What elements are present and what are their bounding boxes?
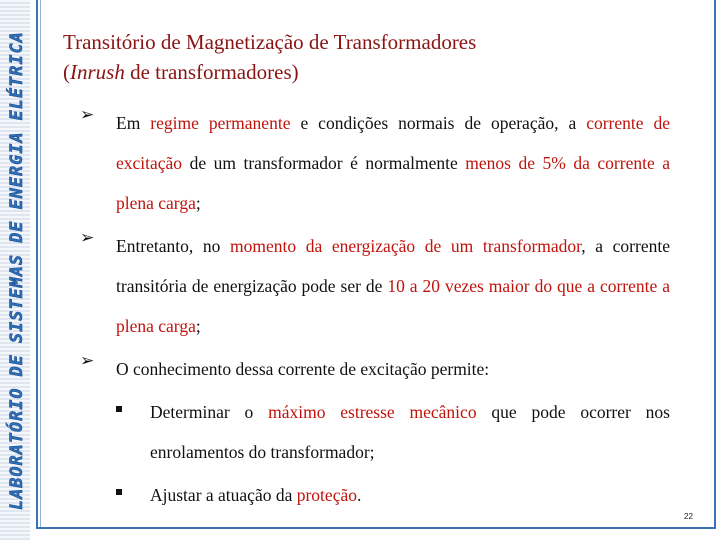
square-bullet-icon (116, 489, 122, 495)
sub-bullet-text (150, 392, 670, 472)
side-banner-text: LABORATÓRIO DE SISTEMAS DE ENERGIA ELÉTRICA (6, 30, 26, 510)
arrow-bullet-icon: ➢ (80, 105, 95, 125)
text-segment: Em (116, 113, 151, 133)
text-segment: , a corrente transitória de energização pode ser de (116, 236, 670, 296)
highlight-segment: proteção (296, 485, 357, 505)
highlight-segment: máximo estresse mecânico (268, 402, 477, 422)
square-bullet-icon (116, 406, 122, 412)
bullet-item (80, 349, 670, 389)
title-italic: Inrush (70, 60, 125, 84)
sub-bullet-item (80, 475, 670, 515)
text-segment: ; (195, 316, 201, 336)
sub-bullet-item (80, 392, 670, 472)
bullet-text: O conhecimento dessa corrente de excitação permite: (116, 359, 490, 379)
highlight-segment: corrente de excitação (116, 113, 670, 173)
title-line-1: Transitório de Magnetização de Transformadores (63, 30, 477, 54)
side-banner-text-wrap (3, 0, 29, 540)
text-segment: . (356, 485, 362, 505)
bullet-text (116, 103, 670, 223)
slide-title (63, 27, 683, 87)
title-line-2 (63, 57, 683, 87)
text-segment: Determinar o (150, 402, 269, 422)
text-segment: Entretanto, no (116, 236, 231, 256)
bullet-item (80, 103, 670, 223)
frame-bottom-line (36, 527, 716, 529)
page-number: 22 (684, 512, 693, 521)
slide-content (80, 103, 670, 515)
sub-bullet-text (150, 475, 670, 515)
title-paren: ( (63, 60, 70, 84)
arrow-bullet-icon: ➢ (80, 228, 95, 248)
frame-left-thin-line (40, 0, 41, 528)
highlight-segment: momento da energização de um transformador (230, 236, 582, 256)
title-rest: de transformadores) (124, 60, 299, 84)
text-segment: de um transformador é normalmente (182, 153, 466, 173)
frame-left-line (36, 0, 38, 528)
highlight-segment: 10 a 20 vezes maior do que a corrente a plena carga (116, 276, 670, 336)
text-segment: Ajustar a atuação da (150, 485, 297, 505)
arrow-bullet-icon: ➢ (80, 351, 95, 371)
text-segment: que pode ocorrer nos enrolamentos do transformador; (150, 402, 670, 462)
text-segment: ; (195, 193, 201, 213)
frame-right-line (714, 0, 716, 529)
bullet-item (80, 226, 670, 346)
text-segment: e condições normais de operação, a (290, 113, 587, 133)
highlight-segment: regime permanente (150, 113, 291, 133)
highlight-segment: menos de 5% da corrente a plena carga (116, 153, 671, 213)
bullet-text (116, 226, 670, 346)
